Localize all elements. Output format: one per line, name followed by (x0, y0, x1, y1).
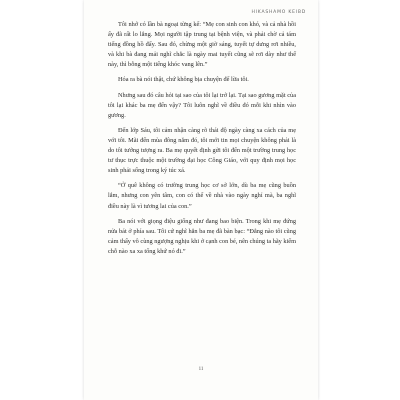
paragraph: Đến lớp Sáu, tôi cảm nhận càng rõ thái độ ngày càng xa cách của mẹ với tôi. Mãi đến mùa đông năm đó, tôi mới tin mọi chuyện không phải là do tôi tưởng tượng ra. Ba mẹ quyết định gửi tôi đến một trường trung học tư thục trực thuộc một trường đại học Công Giáo, với quy định mọi học sinh phải sống trong ký túc xá. (108, 126, 296, 175)
body-text (108, 20, 296, 262)
paragraph: Nhưng sau đó câu hỏi tại sao của tôi lại trở lại. Tại sao gương mặt của tôi lại khác ba mẹ đến vậy? Tôi luôn nghĩ về điều đó mỗi khi nhìn vào gương. (108, 91, 296, 119)
paragraph: Tôi nhớ có lần bà ngoại từng kể: “Mẹ con sinh con khó, và cả nhà hồi ấy đã rất lo lắng. Mọi người tập trung tại bệnh viện, và phải chờ cả tám tiếng đồng hồ đấy. Sau đó, chừng một giờ sáng, tuyết tự dưng rơi nhiều, và khi bà đang mải nghĩ chắc là ngày mai tuyết cũng sẽ rơi dày như thế này, thì bỗng một tiếng khóc vang lên.” (108, 21, 296, 69)
paragraph: Ba nói với giọng điệu giống như đang bao biện. Trong khi mẹ đứng nửa bát ở phía sau. Tôi cứ nghĩ hẳn ba mẹ đã bàn bạc: “Đằng nào tôi cũng cảm thấy vô cùng ngượng nghịu khi ở cạnh con bé, nên chúng ta hãy kiếm chỗ nào xa xa tống khứ nó đi.” (108, 217, 296, 255)
page-number: 11 (198, 367, 204, 372)
book-page (84, 0, 318, 400)
running-header: HIKASHAMO KEIBD (251, 10, 306, 15)
paragraph: Hóa ra bà nói thật, chứ không bịa chuyện để lừa tôi. (118, 76, 249, 84)
paragraph: “Ở quê không có trường trung học cơ sở lớn, dù ba mẹ cũng buồn lắm, nhưng con yên tâm, con có thể về nhà vào ngày nghỉ mà, ba nghĩ điều này là vì tương lai của con.” (108, 182, 296, 210)
